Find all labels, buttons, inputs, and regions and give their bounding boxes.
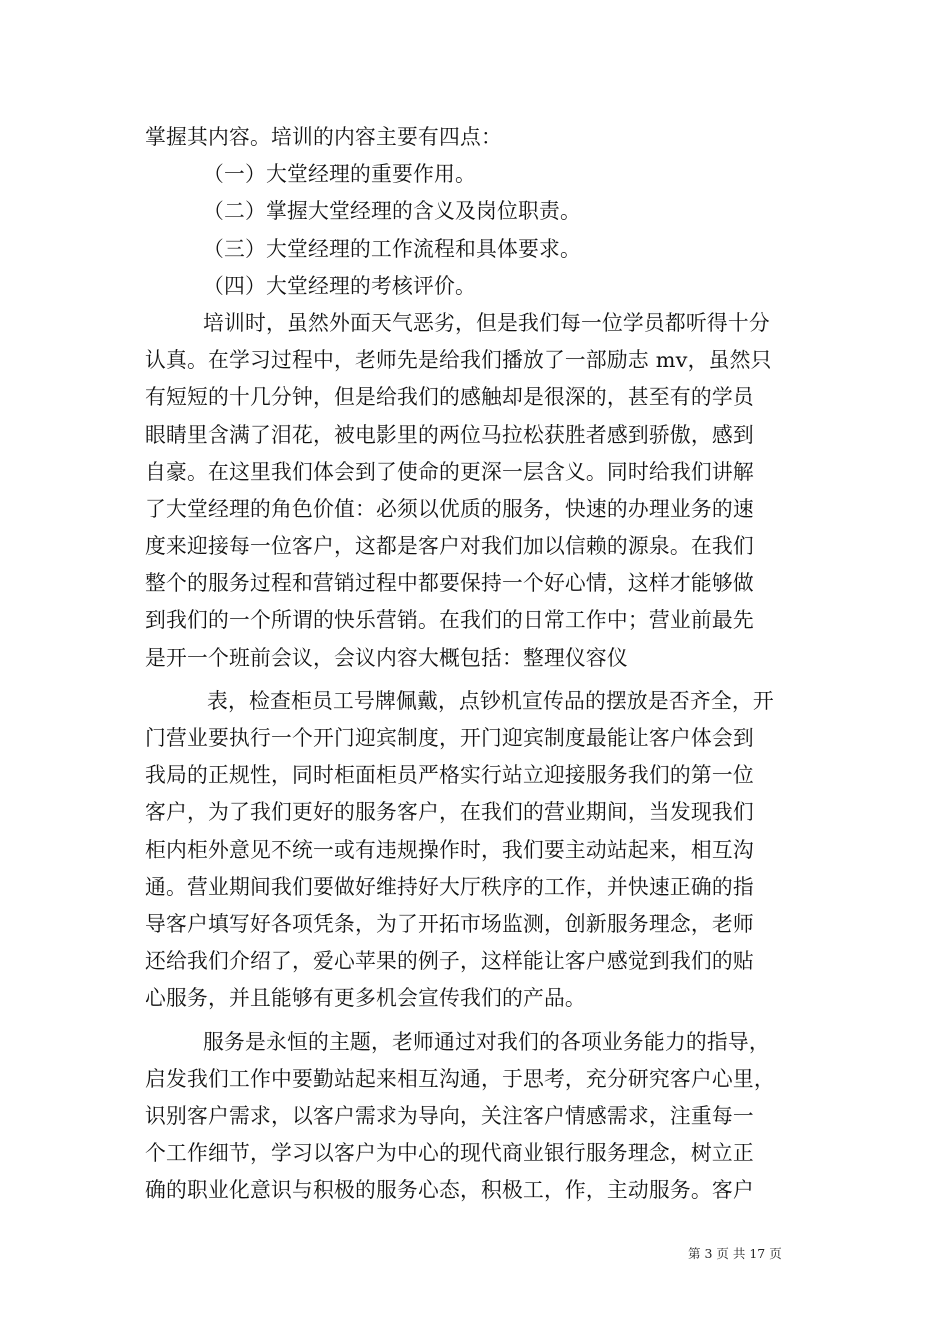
paragraph-line: 整个的服务过程和营销过程中都要保持一个好心情，这样才能够做	[145, 571, 754, 596]
paragraph-line: 服务是永恒的主题，老师通过对我们的各项业务能力的指导，	[203, 1029, 770, 1054]
intro-line: 掌握其内容。培训的内容主要有四点：	[145, 125, 502, 149]
paragraph-line: 表，检查柜员工号牌佩戴，点钞机宣传品的摆放是否齐全，开	[207, 688, 774, 713]
paragraph-service-theme	[145, 1024, 810, 1210]
paragraph-line: 培训时，虽然外面天气恶劣，但是我们每一位学员都听得十分	[203, 310, 770, 335]
paragraph-daily-operations	[145, 683, 810, 1018]
training-point: （四）大堂经理的考核评价。	[203, 273, 476, 298]
paragraph-line: 还给我们介绍了，爱心苹果的例子，这样能让客户感觉到我们的贴	[145, 949, 754, 974]
page-number-footer: 第 3 页 共 17 页	[688, 1246, 782, 1261]
paragraph-line: 通。营业期间我们要做好维持好大厅秩序的工作，并快速正确的指	[145, 874, 754, 899]
paragraph-line: 了大堂经理的角色价值：必须以优质的服务，快速的办理业务的速	[145, 496, 754, 521]
paragraph-training-experience	[145, 305, 810, 677]
paragraph-line: 认真。在学习过程中，老师先是给我们播放了一部励志 mv，虽然只	[145, 348, 772, 373]
training-point: （三）大堂经理的工作流程和具体要求。	[203, 236, 581, 261]
paragraph-line: 度来迎接每一位客户，这都是客户对我们加以信赖的源泉。在我们	[145, 534, 754, 559]
paragraph-line: 识别客户需求，以客户需求为导向，关注客户情感需求，注重每一	[145, 1103, 754, 1128]
paragraph-line: 柜内柜外意见不统一或有违规操作时，我们要主动站起来，相互沟	[145, 837, 754, 862]
paragraph-line: 我局的正规性，同时柜面柜员严格实行站立迎接服务我们的第一位	[145, 763, 754, 788]
document-body	[145, 119, 810, 1209]
training-points-list	[145, 156, 810, 305]
paragraph-line: 导客户填写好各项凭条，为了开拓市场监测，创新服务理念，老师	[145, 911, 754, 936]
paragraph-line: 门营业要执行一个开门迎宾制度，开门迎宾制度最能让客户体会到	[145, 726, 754, 750]
paragraph-line: 确的职业化意识与积极的服务心态，积极工，作，主动服务。客户	[145, 1178, 754, 1203]
training-point: （一）大堂经理的重要作用。	[203, 162, 476, 187]
paragraph-line: 自豪。在这里我们体会到了使命的更深一层含义。同时给我们讲解	[145, 459, 754, 484]
paragraph-line: 个工作细节，学习以客户为中心的现代商业银行服务理念，树立正	[145, 1141, 754, 1166]
paragraph-line: 启发我们工作中要勤站起来相互沟通，于思考，充分研究客户心里，	[145, 1066, 775, 1091]
paragraph-line: 到我们的一个所谓的快乐营销。在我们的日常工作中；营业前最先	[145, 608, 754, 633]
paragraph-line: 是开一个班前会议，会议内容大概包括：整理仪容仪	[145, 645, 628, 670]
paragraph-line: 客户，为了我们更好的服务客户，在我们的营业期间，当发现我们	[145, 800, 754, 825]
paragraph-line: 心服务，并且能够有更多机会宣传我们的产品。	[145, 986, 586, 1011]
paragraph-line: 眼睛里含满了泪花，被电影里的两位马拉松获胜者感到骄傲，感到	[145, 422, 754, 447]
paragraph-line: 有短短的十几分钟，但是给我们的感触却是很深的，甚至有的学员	[145, 385, 754, 410]
training-point: （二）掌握大堂经理的含义及岗位职责。	[203, 199, 581, 224]
